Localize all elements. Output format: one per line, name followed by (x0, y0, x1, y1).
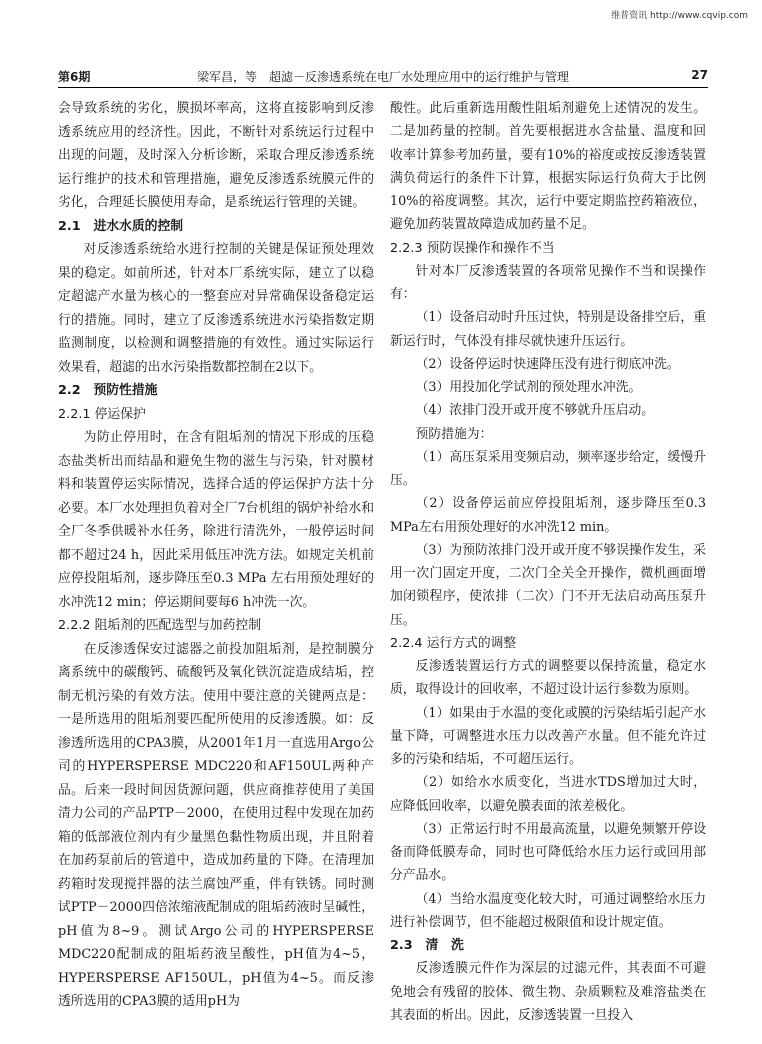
section-heading: 2.2 预防性措施 (58, 383, 158, 398)
paragraph: （2）设备停运时快速降压没有进行彻底冲洗。 (415, 356, 680, 372)
paragraph: 反渗透装置运行方式的调整要以保持流量，稳定水质，取得设计的回收率，不超过设计运行参数为原则。 (390, 659, 706, 698)
header-rule (58, 87, 708, 88)
paragraph: （4）当给水温度变化较大时，可通过调整给水压力进行补偿调节，但不能超过极限值和设计规定值。 (390, 891, 706, 930)
paragraph: （3）用投加化学试剂的预处理水冲洗。 (415, 380, 642, 395)
section-heading: 2.1 进水水质的控制 (58, 218, 184, 234)
paragraph: （1）如果由于水温的变化或膜的污染结垢引起产水量下降，可调整进水压力以改善产水量。但不能允许过多的污染和结垢，不可超压运行。 (390, 705, 706, 767)
paragraph: （3）为预防浓排门没开或开度不够误操作发生，采用一次门固定开度，二次门全关全开操作，微机画面增加闭锁程序，使浓排（二次）门不开无法启动高压泵升压。 (390, 542, 706, 628)
paragraph-continued: 酸性。此后重新选用酸性阻垢剂避免上述情况的发生。二是加药量的控制。首先要根据进水含盐量、温度和回收率计算参考加药量，要有10%的裕度或按反渗透装置满负荷运行的条件下计算，根据实际运行负荷大于比例10%的裕度调整。其次，运行中要定期监控药箱液位，避免加药装置故障造成加药量不足。 (390, 101, 706, 233)
page-number: 27 (691, 68, 708, 82)
paragraph: 为防止停用时，在含有阻垢剂的情况下形成的压稳态盐类析出而结晶和避免生物的滋生与污染，针对膜材料和装置停运实际情况，选择合适的停运保护方法十分必要。本厂水处理担负着对全厂7台机组的锅炉补给水和全厂冬季供暖补水任务，除进行清洗外，一般停运时间都不超过24 h，因此采用低压冲洗方法。如规定关机前应停投阻垢剂，逐步降压至0.3 MPa 左右用预处理好的水冲洗12 min；停运期间要每6 h冲洗一次。 (58, 430, 374, 610)
paragraph: （2）如给水水质变化，当进水TDS增加过大时，应降低回收率，以避免膜表面的浓差极化。 (390, 775, 706, 814)
paragraph: 针对本厂反渗透装置的各项常见操作不当和误操作有： (390, 263, 706, 302)
subsection-heading: 2.2.1 停运保护 (58, 406, 146, 422)
section-heading: 2.3 清 洗 (390, 938, 464, 953)
paragraph: 反渗透膜元件作为深层的过滤元件，其表面不可避免地会有残留的胶体、微生物、杂质颗粒及难溶盐类在其表面的析出。因此，反渗透装置一旦投入 (390, 961, 706, 1023)
paragraph: 在反渗透保安过滤器之前投加阻垢剂，是控制膜分离系统中的碳酸钙、硫酸钙及氧化铁沉淀造成结垢，控制无机污染的有效方法。使用中要注意的关键两点是：一是所选用的阻垢剂要匹配所使用的反渗透膜。如：反渗透所选用的CPA3膜，从2001年1月一直选用Argo公司的HYPERSPERSE MDC220和AF150UL两种产品。后来一段时间因货源问题，供应商推荐使用了美国清力公司的产品PTP－2000，在使用过程中发现在加药箱的低部液位剂内有少量黑色黏性物质出现，并且附着在加药泵前后的管道中，造成加药量的下降。在清理加药箱时发现搅拌器的法兰腐蚀严重，伴有铁锈。同时测试PTP－2000四倍浓缩液配制成的阻垢药液时呈碱性，pH值为8~9。测试Argo公司的HYPERSPERSE MDC220配制成的阻垢药液呈酸性，pH值为4~5，HYPERSPERSE AF150UL，pH值为4~5。而反渗透所选用的CPA3膜的适用pH为 (58, 641, 374, 1009)
subsection-heading: 2.2.3 预防误操作和操作不当 (390, 240, 555, 256)
running-header (58, 68, 708, 86)
right-column (390, 97, 706, 1027)
paragraph: （1）设备启动时升压过快，特别是设备排空后，重新运行时，气体没有排尽就快速升压运行。 (390, 310, 706, 349)
running-title: 梁军昌，等 超滤－反渗透系统在电厂水处理应用中的运行维护与管理 (196, 70, 569, 84)
paragraph: 预防措施为： (415, 426, 493, 442)
paragraph: 对反渗透系统给水进行控制的关键是保证预处理效果的稳定。如前所述，针对本厂系统实际，建立了以稳定超滤产水量为核心的一整套应对异常确保设备稳定运行的措施。同时，建立了反渗透系统进水污染指数定期监测制度，以检测和调整措施的有效性。通过实际运行效果看，超滤的出水污染指数都控制在2以下。 (58, 242, 374, 375)
subsection-heading: 2.2.4 运行方式的调整 (390, 635, 517, 651)
paragraph: （2）设备停运前应停投阻垢剂，逐步降压至0.3 MPa左右用预处理好的水冲洗12 min。 (390, 496, 706, 535)
paragraph: （4）浓排门没开或开度不够就升压启动。 (415, 403, 655, 419)
left-column (58, 97, 374, 1014)
paragraph-continued: 会导致系统的劣化，膜损坏率高，这将直接影响到反渗透系统应用的经济性。因此，不断针对系统运行过程中出现的问题，及时深入分析诊断，采取合理反渗透系统运行维护的技术和管理措施，避免反渗透系统膜元件的劣化，合理延长膜使用寿命，是系统运行管理的关键。 (58, 101, 374, 210)
source-watermark: 维普资讯 http://www.cqvip.com (611, 11, 748, 21)
paragraph: （1）高压泵采用变频启动，频率逐步给定，缓慢升压。 (390, 449, 706, 488)
subsection-heading: 2.2.2 阻垢剂的匹配选型与加药控制 (58, 618, 261, 633)
issue-number: 第6期 (58, 70, 91, 84)
paragraph: （3）正常运行时不用最高流量，以避免频繁开停设备而降低膜寿命，同时也可降低给水压力运行或回用部分产品水。 (390, 821, 706, 884)
